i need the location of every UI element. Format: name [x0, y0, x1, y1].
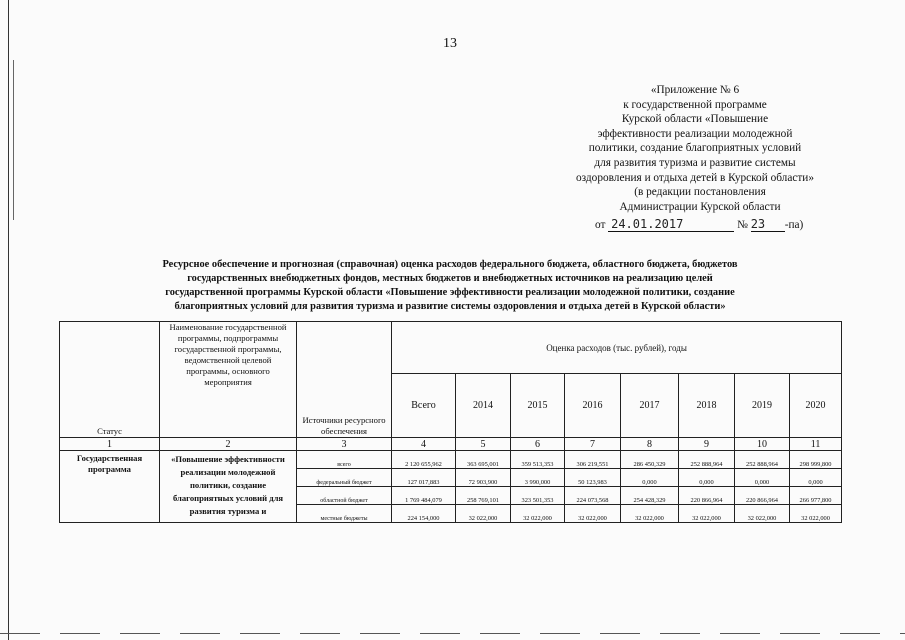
value-cell: 220 866,964	[679, 487, 735, 505]
source-label: федеральный бюджет	[297, 469, 392, 487]
column-number: 9	[679, 438, 735, 451]
value-cell: 32 022,000	[456, 505, 511, 523]
scan-margin-mark	[13, 60, 14, 220]
scan-bottom-edge	[0, 633, 905, 634]
column-number: 7	[565, 438, 621, 451]
value-cell: 220 866,964	[735, 487, 790, 505]
appendix-line: для развития туризма и развитие системы	[594, 156, 796, 169]
header-year: 2014	[456, 374, 511, 438]
column-number: 10	[735, 438, 790, 451]
value-cell: 32 022,000	[565, 505, 621, 523]
appendix-line: политики, создание благоприятных условий	[588, 142, 802, 155]
column-number: 3	[297, 438, 392, 451]
value-cell: 0,000	[621, 469, 679, 487]
appendix-header	[560, 83, 830, 214]
program-name-cell: «Повышение эффективности реализации молодежной политики, создание благоприятных условий для развития туризма и	[160, 451, 297, 523]
date-prefix: от	[595, 219, 606, 231]
source-label: областной бюджет	[297, 487, 392, 505]
resolution-date: 24.01.2017	[611, 217, 684, 231]
title-line: Ресурсное обеспечение и прогнозная (справочная) оценка расходов федерального бюджета, областного бюджета, бюджетов	[162, 259, 738, 270]
value-cell: 32 022,000	[790, 505, 842, 523]
appendix-line: Администрации Курской области	[619, 200, 781, 213]
column-number: 11	[790, 438, 842, 451]
title-line: благоприятных условий для развития туризма и развитие системы оздоровления и отдыха детей в Курской области»	[174, 301, 726, 312]
value-cell: 3 990,000	[511, 469, 565, 487]
header-program-name: Наименование государственной программы, подпрограммы государственной программы, ведомственной целевой программы, основного мероприятия	[160, 322, 297, 438]
header-year: 2016	[565, 374, 621, 438]
resource-table	[59, 321, 842, 523]
value-cell: 2 120 655,962	[392, 451, 456, 469]
appendix-line: «Приложение № 6	[650, 84, 740, 96]
source-label: всего	[297, 451, 392, 469]
value-cell: 0,000	[790, 469, 842, 487]
header-year: 2020	[790, 374, 842, 438]
value-cell: 0,000	[735, 469, 790, 487]
column-number: 1	[60, 438, 160, 451]
resolution-date-line	[595, 219, 803, 232]
value-cell: 298 999,800	[790, 451, 842, 469]
value-cell: 359 513,353	[511, 451, 565, 469]
title-line: государственных внебюджетных фондов, местных бюджетов и внебюджетных источников на реализацию целей	[187, 273, 713, 284]
value-cell: 266 977,800	[790, 487, 842, 505]
table-row	[60, 451, 842, 469]
value-cell: 224 073,568	[565, 487, 621, 505]
value-cell: 323 501,353	[511, 487, 565, 505]
value-cell: 72 903,900	[456, 469, 511, 487]
value-cell: 286 450,329	[621, 451, 679, 469]
value-cell: 258 769,101	[456, 487, 511, 505]
value-cell: 32 022,000	[621, 505, 679, 523]
appendix-line: Курской области «Повышение	[621, 113, 769, 126]
column-number: 6	[511, 438, 565, 451]
value-cell: 252 888,964	[679, 451, 735, 469]
column-number: 8	[621, 438, 679, 451]
title-line: государственной программы Курской области «Повышение эффективности реализации молодежной политики, создание	[165, 287, 735, 298]
value-cell: 224 154,000	[392, 505, 456, 523]
value-cell: 0,000	[679, 469, 735, 487]
header-year: 2018	[679, 374, 735, 438]
value-cell: 32 022,000	[735, 505, 790, 523]
header-year: 2017	[621, 374, 679, 438]
header-year: 2019	[735, 374, 790, 438]
column-number: 5	[456, 438, 511, 451]
value-cell: 127 017,883	[392, 469, 456, 487]
appendix-line: оздоровления и отдыха детей в Курской области»	[576, 171, 814, 184]
header-year: 2015	[511, 374, 565, 438]
header-estimate: Оценка расходов (тыс. рублей), годы	[392, 322, 842, 374]
value-cell: 363 695,001	[456, 451, 511, 469]
column-number: 4	[392, 438, 456, 451]
number-suffix: -па)	[784, 219, 804, 231]
appendix-line: эффективности реализации молодежной	[597, 127, 793, 140]
appendix-line: (в редакции постановления	[634, 186, 766, 199]
resolution-number: 23	[750, 217, 766, 231]
page-number: 13	[443, 36, 457, 51]
value-cell: 32 022,000	[511, 505, 565, 523]
header-status: Статус	[60, 322, 160, 438]
value-cell: 50 123,983	[565, 469, 621, 487]
header-year: Всего	[392, 374, 456, 438]
column-number: 2	[160, 438, 297, 451]
status-cell: Государственная программа	[60, 451, 160, 523]
value-cell: 1 769 484,079	[392, 487, 456, 505]
document-title	[60, 258, 840, 314]
number-prefix: №	[737, 219, 748, 231]
value-cell: 306 219,551	[565, 451, 621, 469]
source-label: местные бюджеты	[297, 505, 392, 523]
scan-left-edge	[8, 0, 9, 640]
value-cell: 32 022,000	[679, 505, 735, 523]
value-cell: 254 428,329	[621, 487, 679, 505]
value-cell: 252 888,964	[735, 451, 790, 469]
appendix-line: к государственной программе	[623, 98, 767, 111]
header-sources: Источники ресурсного обеспечения	[297, 322, 392, 438]
